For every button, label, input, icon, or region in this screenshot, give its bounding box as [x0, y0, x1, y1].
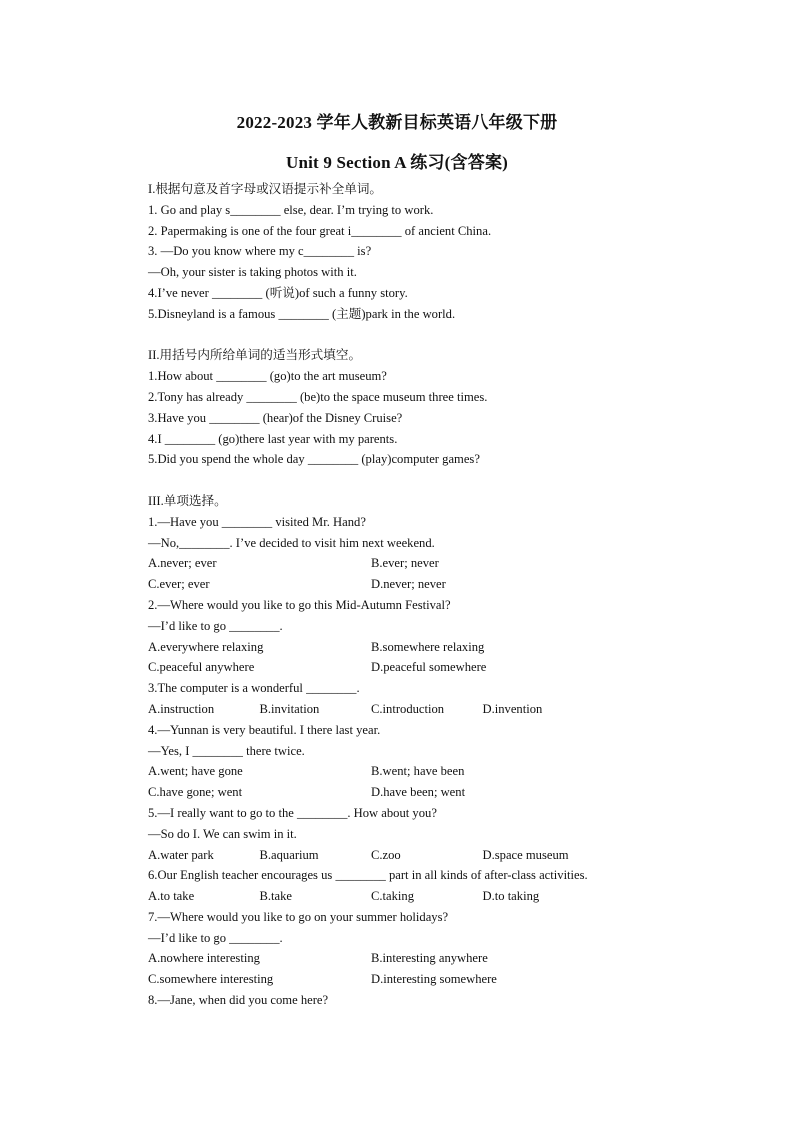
question-line: 1.How about ________ (go)to the art museum? — [148, 369, 387, 384]
option-row — [148, 657, 668, 678]
option-row — [148, 761, 668, 782]
option-row — [148, 948, 668, 969]
question-line: 4.I’ve never ________ (听说)of such a funny story. — [148, 285, 408, 300]
option-b: B.take — [259, 889, 293, 904]
option-c: C.introduction — [371, 701, 445, 716]
document-subtitle: Unit 9 Section A 练习(含答案) — [285, 153, 509, 172]
option-row — [148, 637, 668, 658]
question-line: —No,________. I’ve decided to visit him next weekend. — [148, 535, 435, 550]
question-line: 2. Papermaking is one of the four great i________ of ancient China. — [148, 223, 492, 238]
question-line: —So do I. We can swim in it. — [148, 826, 297, 841]
option-a: A.everywhere relaxing — [148, 639, 264, 654]
option-d: D.interesting somewhere — [371, 972, 497, 987]
option-a: A.to take — [148, 889, 195, 904]
option-row — [148, 969, 668, 990]
option-row — [148, 574, 668, 595]
question-line: —I’d like to go ________. — [148, 930, 283, 945]
option-a: A.nowhere interesting — [148, 951, 260, 966]
question-line: 1. Go and play s________ else, dear. I’m trying to work. — [148, 202, 434, 217]
option-c: C.taking — [371, 889, 415, 904]
option-b: B.invitation — [259, 701, 320, 716]
question-line: 8.—Jane, when did you come here? — [148, 993, 329, 1008]
option-d: D.have been; went — [371, 785, 466, 800]
question-line: 2.—Where would you like to go this Mid-Autumn Festival? — [148, 597, 451, 612]
option-row — [148, 699, 668, 720]
option-a: A.instruction — [148, 701, 215, 716]
question-line: —I’d like to go ________. — [148, 618, 283, 633]
option-d: D.peaceful somewhere — [371, 660, 487, 675]
section-heading: III.单项选择。 — [148, 493, 227, 508]
exercise-content — [148, 179, 668, 1011]
option-d: D.space museum — [482, 847, 569, 862]
option-row — [148, 782, 668, 803]
option-b: B.went; have been — [371, 764, 465, 779]
question-line: 7.—Where would you like to go on your summer holidays? — [148, 909, 449, 924]
option-c: C.zoo — [371, 847, 401, 862]
question-line: 5.—I really want to go to the ________. How about you? — [148, 805, 437, 820]
option-b: B.ever; never — [371, 556, 439, 571]
option-d: D.never; never — [371, 577, 446, 592]
section-heading: II.用括号内所给单词的适当形式填空。 — [148, 348, 362, 363]
option-row — [148, 553, 668, 574]
question-line: 1.—Have you ________ visited Mr. Hand? — [148, 514, 366, 529]
question-line: —Yes, I ________ there twice. — [148, 743, 305, 758]
option-a: A.water park — [148, 847, 214, 862]
question-line: 3. —Do you know where my c________ is? — [148, 244, 372, 259]
section-heading: I.根据句意及首字母或汉语提示补全单词。 — [148, 182, 383, 196]
option-c: C.ever; ever — [148, 577, 210, 592]
option-row — [148, 845, 668, 866]
option-c: C.somewhere interesting — [148, 972, 274, 987]
question-line: 5.Did you spend the whole day ________ (play)computer games? — [148, 452, 480, 467]
question-line: 4.—Yunnan is very beautiful. I there last year. — [148, 722, 381, 737]
question-line: 5.Disneyland is a famous ________ (主题)park in the world. — [148, 306, 456, 321]
question-line: 4.I ________ (go)there last year with my parents. — [148, 431, 398, 446]
option-c: C.peaceful anywhere — [148, 660, 255, 675]
option-a: A.went; have gone — [148, 764, 243, 779]
option-b: B.somewhere relaxing — [371, 639, 485, 654]
option-b: B.interesting anywhere — [371, 951, 488, 966]
question-line: 6.Our English teacher encourages us ________ part in all kinds of after-class activities. — [148, 868, 588, 883]
option-b: B.aquarium — [259, 847, 319, 862]
document-title: 2022-2023 学年人教新目标英语八年级下册 — [236, 113, 558, 132]
question-line: —Oh, your sister is taking photos with it. — [148, 265, 357, 280]
option-d: D.invention — [482, 701, 543, 716]
option-row — [148, 886, 668, 907]
question-line: 3.Have you ________ (hear)of the Disney Cruise? — [148, 410, 403, 425]
option-a: A.never; ever — [148, 556, 217, 571]
question-line: 2.Tony has already ________ (be)to the space museum three times. — [148, 389, 488, 404]
option-c: C.have gone; went — [148, 785, 243, 800]
option-d: D.to taking — [482, 889, 540, 904]
question-line: 3.The computer is a wonderful ________. — [148, 681, 360, 696]
